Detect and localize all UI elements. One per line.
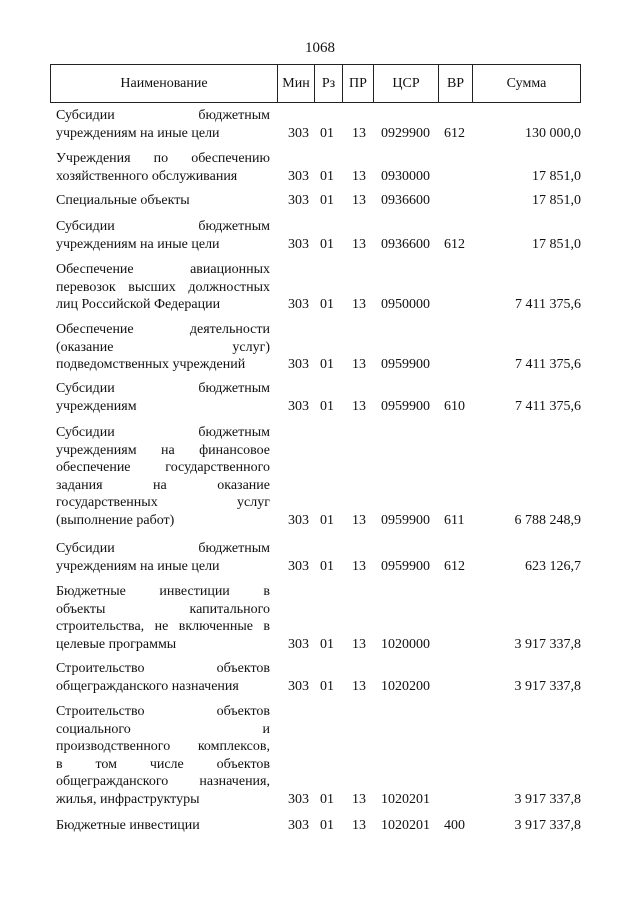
row-name-line: жилья, инфраструктуры [56, 791, 200, 807]
row-name-line: Субсидии бюджетным [56, 219, 270, 234]
row-name-line: лиц Российской Федерации [56, 297, 221, 312]
cell-rz: 01 [320, 297, 334, 312]
cell-csr: 0959900 [381, 398, 430, 414]
row-name-line: хозяйственного обслуживания [56, 168, 238, 184]
row-name-line: (оказание услуг) [56, 339, 270, 355]
table-row [0, 540, 640, 575]
row-name-line: объекты капитального [56, 601, 270, 617]
cell-min: 303 [288, 558, 309, 574]
row-name-line: перевозок высших должностных [56, 279, 270, 295]
table-row [0, 261, 640, 314]
row-name-line: строительства, не включенные в [56, 619, 270, 634]
row-name [56, 261, 270, 314]
cell-min: 303 [288, 125, 309, 141]
cell-rz: 01 [320, 168, 334, 184]
cell-pr: 13 [352, 558, 366, 574]
cell-pr: 13 [352, 512, 366, 528]
cell-pr: 13 [352, 818, 366, 833]
cell-csr: 0959900 [381, 512, 430, 528]
table-row [0, 703, 640, 808]
cell-csr: 1020200 [381, 678, 430, 694]
cell-csr: 0950000 [381, 297, 430, 312]
row-name-line: учреждениям на иные цели [56, 125, 220, 141]
header-csr: ЦСР [374, 65, 439, 102]
row-name-line: общегражданского назначения, [56, 774, 270, 789]
cell-rz: 01 [320, 636, 334, 652]
cell-csr: 0936600 [381, 193, 430, 208]
cell-rz: 01 [320, 791, 334, 807]
cell-pr: 13 [352, 125, 366, 141]
row-name-line: обеспечение государственного [56, 460, 270, 475]
cell-vr: 610 [444, 398, 465, 414]
cell-sum: 7 411 375,6 [515, 357, 581, 372]
table-row [0, 817, 640, 835]
table-row [0, 218, 640, 253]
row-name-line: Субсидии бюджетным [56, 541, 270, 556]
cell-min: 303 [288, 791, 309, 807]
table-row [0, 424, 640, 529]
row-name [56, 660, 270, 695]
row-name-line: учреждениям [56, 398, 137, 414]
row-name-line: производственного комплексов, [56, 739, 270, 754]
cell-csr: 1020201 [381, 791, 430, 807]
table-row [0, 380, 640, 415]
row-name [56, 540, 270, 575]
cell-rz: 01 [320, 236, 334, 252]
cell-vr: 612 [444, 125, 465, 141]
table-row [0, 321, 640, 374]
table-row [0, 660, 640, 695]
row-name-line: общегражданского назначения [56, 678, 239, 694]
cell-sum: 623 126,7 [525, 558, 581, 574]
cell-csr: 0929900 [381, 125, 430, 141]
row-name-line: Учреждения по обеспечению [56, 151, 270, 166]
cell-vr: 611 [444, 512, 465, 528]
cell-csr: 0959900 [381, 558, 430, 574]
cell-pr: 13 [352, 678, 366, 694]
cell-rz: 01 [320, 357, 334, 372]
cell-rz: 01 [320, 678, 334, 694]
cell-min: 303 [288, 193, 309, 208]
row-name-line: Субсидии бюджетным [56, 108, 270, 123]
row-name-line: Субсидии бюджетным [56, 425, 270, 440]
header-pr: ПР [343, 65, 374, 102]
row-name-line: учреждениям на иные цели [56, 236, 220, 252]
table-header [50, 64, 581, 103]
cell-rz: 01 [320, 193, 334, 208]
cell-min: 303 [288, 398, 309, 414]
row-name-line: учреждениям на иные цели [56, 558, 220, 574]
row-name-line: Обеспечение деятельности [56, 322, 270, 337]
cell-vr: 612 [444, 236, 465, 252]
cell-sum: 130 000,0 [525, 125, 581, 141]
cell-rz: 01 [320, 512, 334, 528]
header-vr: ВР [439, 65, 473, 102]
cell-sum: 7 411 375,6 [515, 398, 581, 414]
row-name [56, 107, 270, 142]
row-name-line: подведомственных учреждений [56, 357, 246, 372]
cell-pr: 13 [352, 357, 366, 372]
cell-min: 303 [288, 678, 309, 694]
table-row [0, 192, 640, 210]
cell-csr: 0930000 [381, 168, 430, 184]
row-name-line: задания на оказание [56, 477, 270, 493]
cell-pr: 13 [352, 636, 366, 652]
row-name-line: Строительство объектов [56, 704, 270, 719]
cell-sum: 7 411 375,6 [515, 297, 581, 312]
row-name [56, 218, 270, 253]
cell-csr: 1020000 [381, 636, 430, 652]
cell-min: 303 [288, 636, 309, 652]
cell-min: 303 [288, 512, 309, 528]
cell-rz: 01 [320, 818, 334, 833]
header-sum: Сумма [506, 76, 547, 91]
row-name-line: Бюджетные инвестиции [56, 818, 200, 833]
row-name-line: в том числе объектов [56, 756, 270, 772]
cell-sum: 3 917 337,8 [514, 636, 581, 652]
row-name [56, 424, 270, 529]
cell-min: 303 [288, 357, 309, 372]
row-name-line: социального и [56, 721, 270, 737]
page-number: 1068 [305, 40, 335, 56]
row-name-line: Бюджетные инвестиции в [56, 584, 270, 599]
cell-sum: 17 851,0 [532, 193, 581, 208]
row-name-line: Специальные объекты [56, 193, 190, 208]
table-row [0, 107, 640, 142]
table-row [0, 583, 640, 653]
cell-vr: 400 [444, 818, 465, 833]
row-name [56, 817, 270, 835]
cell-rz: 01 [320, 125, 334, 141]
cell-sum: 3 917 337,8 [514, 791, 581, 807]
header-rz: Рз [315, 65, 343, 102]
table-row [0, 150, 640, 185]
cell-sum: 17 851,0 [532, 236, 581, 252]
cell-min: 303 [288, 297, 309, 312]
cell-pr: 13 [352, 193, 366, 208]
row-name [56, 321, 270, 374]
cell-pr: 13 [352, 791, 366, 807]
cell-sum: 3 917 337,8 [514, 678, 581, 694]
row-name-line: целевые программы [56, 636, 177, 652]
row-name [56, 380, 270, 415]
cell-pr: 13 [352, 236, 366, 252]
cell-min: 303 [288, 236, 309, 252]
cell-sum: 6 788 248,9 [514, 512, 581, 528]
header-min: Мин [278, 65, 315, 102]
row-name [56, 583, 270, 653]
cell-sum: 3 917 337,8 [514, 818, 581, 833]
cell-pr: 13 [352, 297, 366, 312]
cell-csr: 0936600 [381, 236, 430, 252]
cell-rz: 01 [320, 558, 334, 574]
cell-vr: 612 [444, 558, 465, 574]
row-name [56, 192, 270, 210]
cell-csr: 0959900 [381, 357, 430, 372]
row-name-line: Обеспечение авиационных [56, 262, 270, 277]
cell-pr: 13 [352, 398, 366, 414]
cell-sum: 17 851,0 [532, 168, 581, 184]
row-name-line: государственных услуг [56, 495, 270, 510]
cell-csr: 1020201 [381, 818, 430, 833]
row-name-line: учреждениям на финансовое [56, 442, 270, 458]
cell-rz: 01 [320, 398, 334, 414]
cell-min: 303 [288, 818, 309, 833]
row-name [56, 703, 270, 808]
row-name-line: Строительство объектов [56, 661, 270, 676]
cell-min: 303 [288, 168, 309, 184]
row-name-line: Субсидии бюджетным [56, 381, 270, 396]
header-name: Наименование [51, 65, 278, 102]
cell-pr: 13 [352, 168, 366, 184]
row-name [56, 150, 270, 185]
row-name-line: (выполнение работ) [56, 512, 175, 528]
